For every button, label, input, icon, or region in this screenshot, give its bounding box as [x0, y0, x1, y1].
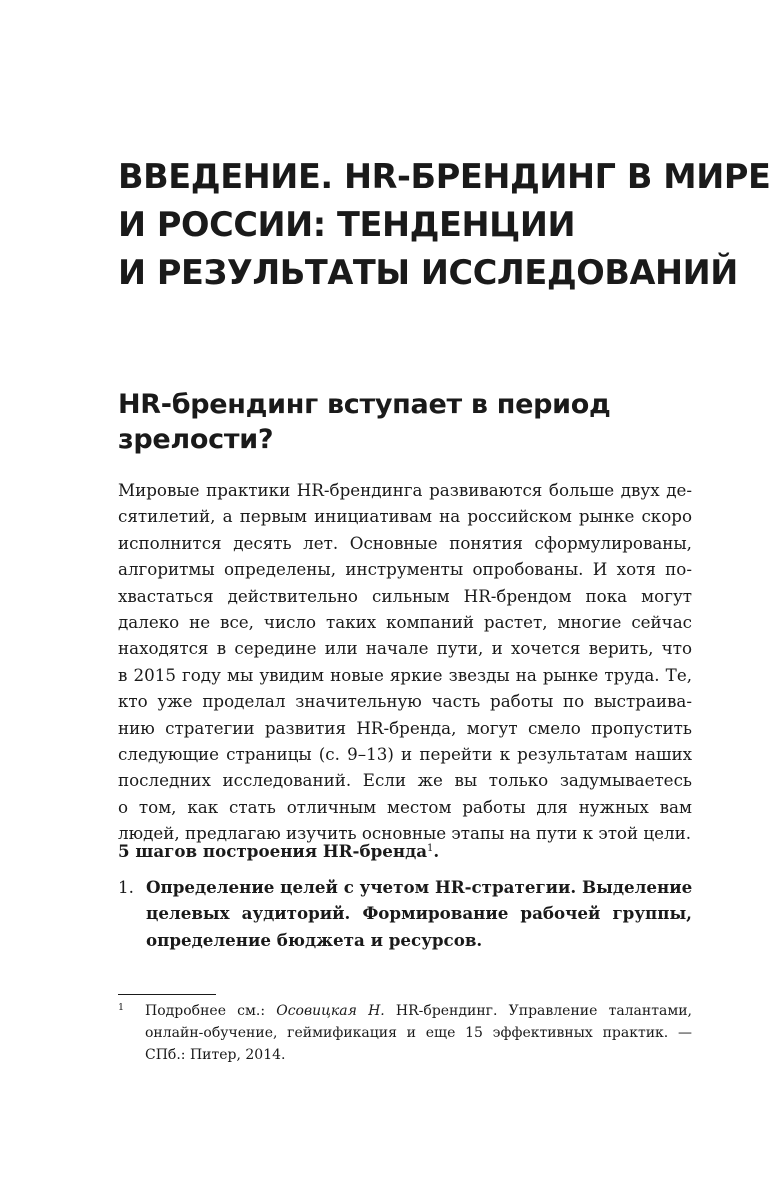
- step-text-line: определение бюджета и ресурсов.: [146, 929, 483, 950]
- paragraph-line: последних исследований. Если же вы только задумываетесь: [118, 770, 692, 791]
- paragraph-line: в 2015 году мы увидим новые яркие звезды на рынке труда. Те,: [118, 664, 692, 685]
- paragraph-line: исполнится десять лет. Основные понятия сформулированы,: [118, 532, 692, 553]
- paragraph-line: сятилетий, а первым инициативам на российском рынке скоро: [118, 506, 692, 527]
- footnote-divider: [118, 994, 216, 995]
- paragraph-line: далеко не все, число таких компаний растет, многие сейчас: [118, 611, 692, 632]
- chapter-title-line: И РОССИИ: ТЕНДЕНЦИИ: [118, 205, 576, 244]
- paragraph-line: нию стратегии развития HR-бренда, могут смело пропустить: [118, 717, 692, 738]
- section-title-line: HR-брендинг вступает в период: [118, 389, 611, 420]
- footnote-mark: 1: [118, 1002, 125, 1013]
- step-text-line: целевых аудиторий. Формирование рабочей группы,: [146, 903, 692, 924]
- paragraph-line: о том, как стать отличным местом работы для нужных вам: [118, 796, 692, 817]
- step-text-line: Определение целей с учетом HR-стратегии. Выделение: [146, 877, 693, 897]
- footnote-text: [118, 1000, 692, 1066]
- paragraph-line: следующие страницы (с. 9–13) и перейти к результатам наших: [118, 743, 692, 764]
- list-item: [118, 874, 692, 953]
- section-title: [118, 387, 718, 457]
- footnote-reference: 1: [427, 843, 434, 854]
- paragraph-line: алгоритмы определены, инструменты опробованы. И хотя по-: [118, 559, 692, 580]
- chapter-title-line: ВВЕДЕНИЕ. HR-БРЕНДИНГ В МИРЕ: [118, 157, 771, 196]
- paragraph-line: кто уже проделал значительную часть работы по выстраива-: [118, 691, 692, 712]
- footnote: [118, 1000, 692, 1066]
- steps-heading-text: 5 шагов построения HR-бренда: [118, 841, 428, 861]
- step-text: [146, 874, 692, 953]
- step-number: 1.: [118, 877, 134, 897]
- footnote-book-title: HR-брендинг. Управление талантами,: [384, 1003, 692, 1019]
- footnote-line: СПб.: Питер, 2014.: [145, 1047, 286, 1063]
- body-paragraph: [118, 477, 692, 846]
- steps-heading: [118, 838, 439, 864]
- steps-heading-period: .: [433, 841, 440, 861]
- footnote-prefix: Подробнее см.:: [145, 1003, 277, 1019]
- paragraph-line: Мировые практики HR-брендинга развиваются больше двух де-: [118, 480, 692, 500]
- footnote-line: онлайн-обучение, геймификация и еще 15 эффективных практик. —: [145, 1025, 692, 1041]
- chapter-title-line: И РЕЗУЛЬТАТЫ ИССЛЕДОВАНИЙ: [118, 253, 738, 292]
- paragraph-line: находятся в середине или начале пути, и хочется верить, что: [118, 638, 692, 659]
- paragraph-line: людей, предлагаю изучить основные этапы на пути к этой цели.: [118, 823, 692, 844]
- section-title-line: зрелости?: [118, 424, 274, 455]
- footnote-line: [145, 1000, 692, 1022]
- chapter-title: [118, 153, 771, 297]
- paragraph-line: хвастаться действительно сильным HR-брендом пока могут: [118, 585, 692, 606]
- steps-list: [118, 874, 692, 953]
- footnote-author: Осовицкая Н.: [276, 1003, 385, 1019]
